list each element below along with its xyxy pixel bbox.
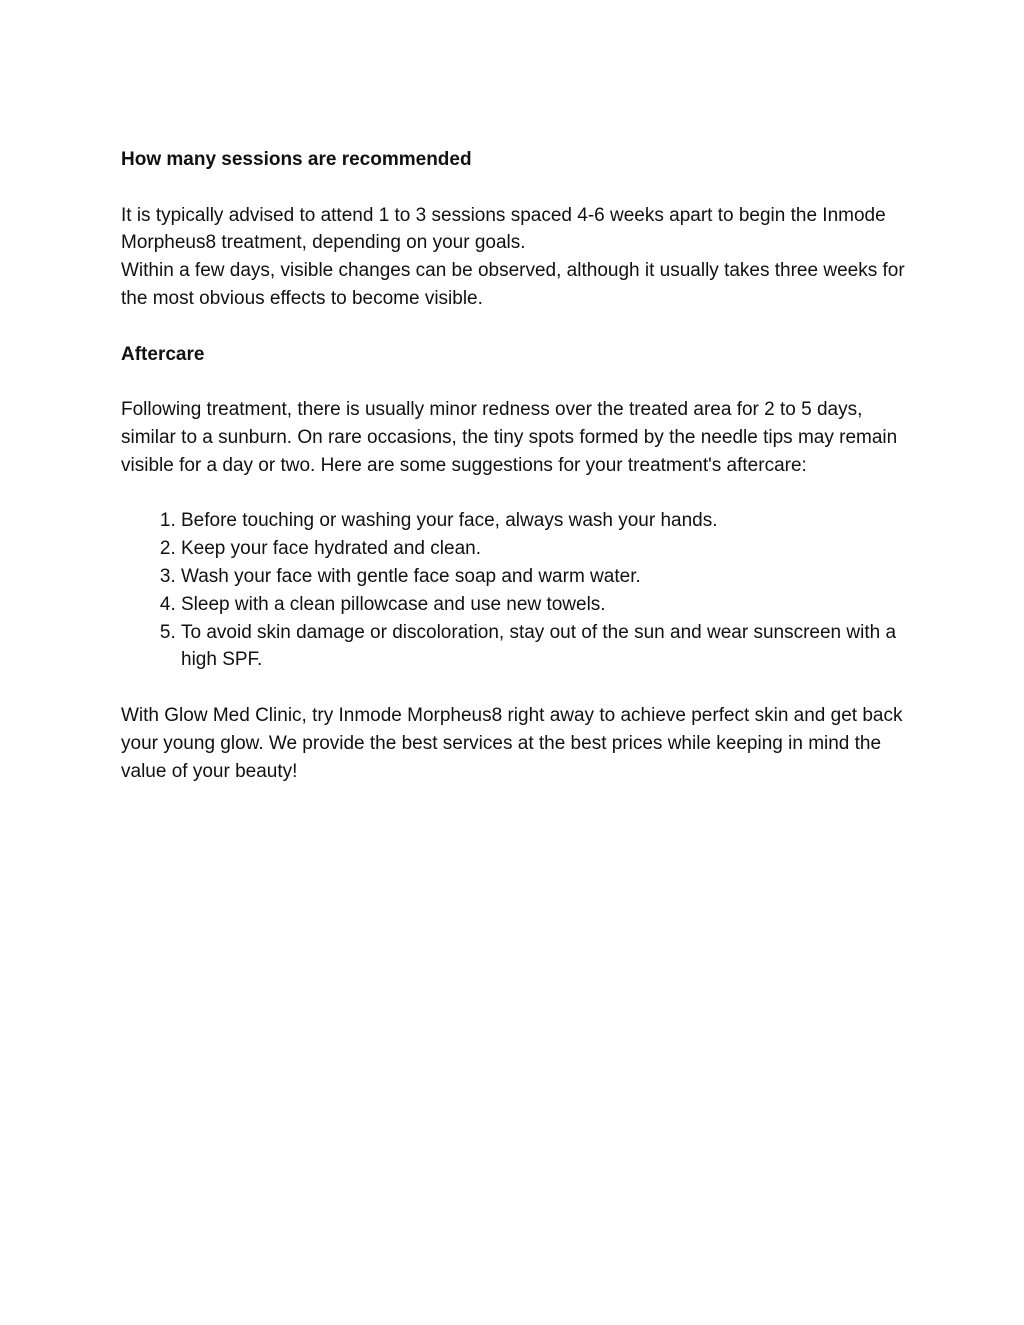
spacer	[121, 480, 911, 508]
spacer	[121, 674, 911, 702]
list-item: 1. Before touching or washing your face, always wash your hands.	[181, 507, 911, 535]
closing-paragraph: With Glow Med Clinic, try Inmode Morpheus8 right away to achieve perfect skin and get back your young glow. We provide the best services at the best prices while keeping in mind the value of your beauty!	[121, 704, 903, 782]
list-item: 3. Wash your face with gentle face soap and warm water.	[181, 563, 911, 591]
spacer	[121, 368, 911, 396]
list-item: 2. Keep your face hydrated and clean.	[181, 535, 911, 563]
spacer	[121, 174, 911, 202]
sessions-heading: How many sessions are recommended	[121, 149, 472, 170]
sessions-paragraph-2: Within a few days, visible changes can be observed, although it usually takes three weeks for the most obvious effects to become visible.	[121, 260, 905, 309]
list-item: 4. Sleep with a clean pillowcase and use new towels.	[181, 591, 911, 619]
sessions-paragraph-1: It is typically advised to attend 1 to 3 sessions spaced 4-6 weeks apart to begin the Inmode Morpheus8 treatment, depending on your goals.	[121, 204, 886, 254]
aftercare-paragraph: Following treatment, there is usually minor redness over the treated area for 2 to 5 days, similar to a sunburn. On rare occasions, the tiny spots formed by the needle tips may remain visible for a day or two. Here are some suggestions for your treatment's aftercare:	[121, 399, 898, 476]
spacer	[121, 313, 911, 341]
aftercare-list	[121, 507, 911, 674]
document-page	[121, 146, 911, 785]
aftercare-heading: Aftercare	[121, 343, 205, 365]
list-item: 5. To avoid skin damage or discoloration, stay out of the sun and wear sunscreen with a high SPF.	[181, 619, 911, 675]
